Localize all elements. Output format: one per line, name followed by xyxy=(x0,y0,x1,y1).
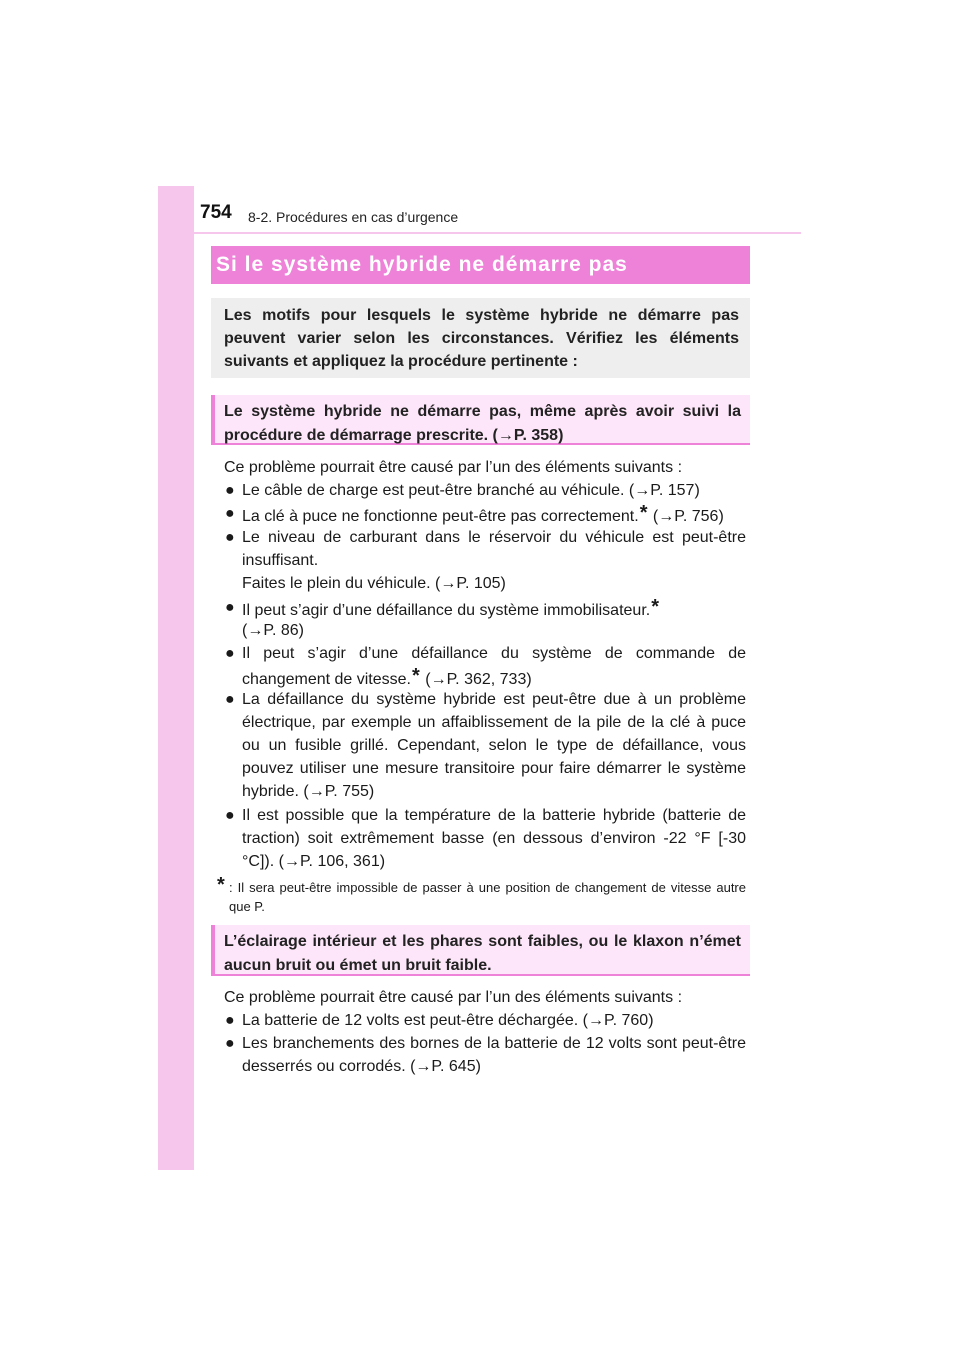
side-color-strip xyxy=(158,186,194,1170)
list-item-text: La défaillance du système hybride est peut-être due à un problème électrique, par exemple un affaiblissement de la pile de la clé à puce ou un fusible grillé. Cependant, selon le type de défaillance, vous pouvez utiliser une mesure transitoire pour faire démarrer le système hybride. (→P. 755) xyxy=(242,691,746,800)
list-item-text-part: Il peut s’agir d’une défaillance du système de commande de changement de vitesse. xyxy=(242,645,746,688)
list-item-text: Faites le plein du véhicule. (→P. 105) xyxy=(242,575,506,592)
list-item-reference: (→P. 756) xyxy=(648,508,724,525)
list-item-text: Le niveau de carburant dans le réservoir du véhicule est peut-être insuffisant. xyxy=(242,529,746,569)
list-item-text: (→P. 86) xyxy=(242,622,304,639)
asterisk-icon: * xyxy=(651,596,660,618)
page-number: 754 xyxy=(200,202,232,223)
list-item-text-part: Il peut s’agir d’une défaillance du système immobilisateur. xyxy=(242,602,651,619)
asterisk-icon: * xyxy=(639,502,648,524)
list-item-text xyxy=(242,502,746,528)
list-item-text: Le câble de charge est peut-être branché au véhicule. (→P. 157) xyxy=(242,482,700,499)
bullet-icon: ● xyxy=(225,529,235,546)
bullet-icon: ● xyxy=(225,691,235,708)
page-title: Si le système hybride ne démarre pas xyxy=(216,253,628,276)
list-item-text: Il est possible que la température de la batterie hybride (batterie de traction) soit extrêmement basse (en dessous d’environ -22 °F [-30 °C]). (→P. 106, 361) xyxy=(242,807,746,870)
bullet-icon: ● xyxy=(225,482,235,499)
bullet-icon: ● xyxy=(225,599,235,616)
list-item-text-part: La clé à puce ne fonctionne peut-être pas correctement. xyxy=(242,508,639,525)
asterisk-icon: * xyxy=(217,874,225,896)
list-item-text: Les branchements des bornes de la batterie de 12 volts sont peut-être desserrés ou corrodés. (→P. 645) xyxy=(242,1035,746,1075)
bullet-icon: ● xyxy=(225,505,235,522)
list-item-reference: (→P. 362, 733) xyxy=(420,671,532,688)
section2-heading: L’éclairage intérieur et les phares sont faibles, ou le klaxon n’émet aucun bruit ou émet un bruit faible. xyxy=(224,933,741,974)
asterisk-icon: * xyxy=(412,665,420,687)
section1-heading: Le système hybride ne démarre pas, même après avoir suivi la procédure de démarrage prescrite. (→P. 358) xyxy=(224,403,741,444)
list-item-text xyxy=(242,642,746,691)
section1-lead: Ce problème pourrait être causé par l’un des éléments suivants : xyxy=(224,459,683,476)
bullet-icon: ● xyxy=(225,1012,235,1029)
section2-lead: Ce problème pourrait être causé par l’un des éléments suivants : xyxy=(224,989,683,1006)
bullet-icon: ● xyxy=(225,645,235,662)
intro-text: Les motifs pour lesquels le système hybride ne démarre pas peuvent varier selon les circonstances. Vérifiez les éléments suivants et appliquez la procédure pertinente : xyxy=(224,307,739,370)
bullet-icon: ● xyxy=(225,807,235,824)
bullet-icon: ● xyxy=(225,1035,235,1052)
list-item-text: La batterie de 12 volts est peut-être déchargée. (→P. 760) xyxy=(242,1012,654,1029)
footnote-text: : Il sera peut-être impossible de passer à une position de changement de vitesse autre que P. xyxy=(229,880,746,914)
section-label: 8-2. Procédures en cas d’urgence xyxy=(248,209,459,225)
header-rule xyxy=(194,232,801,234)
